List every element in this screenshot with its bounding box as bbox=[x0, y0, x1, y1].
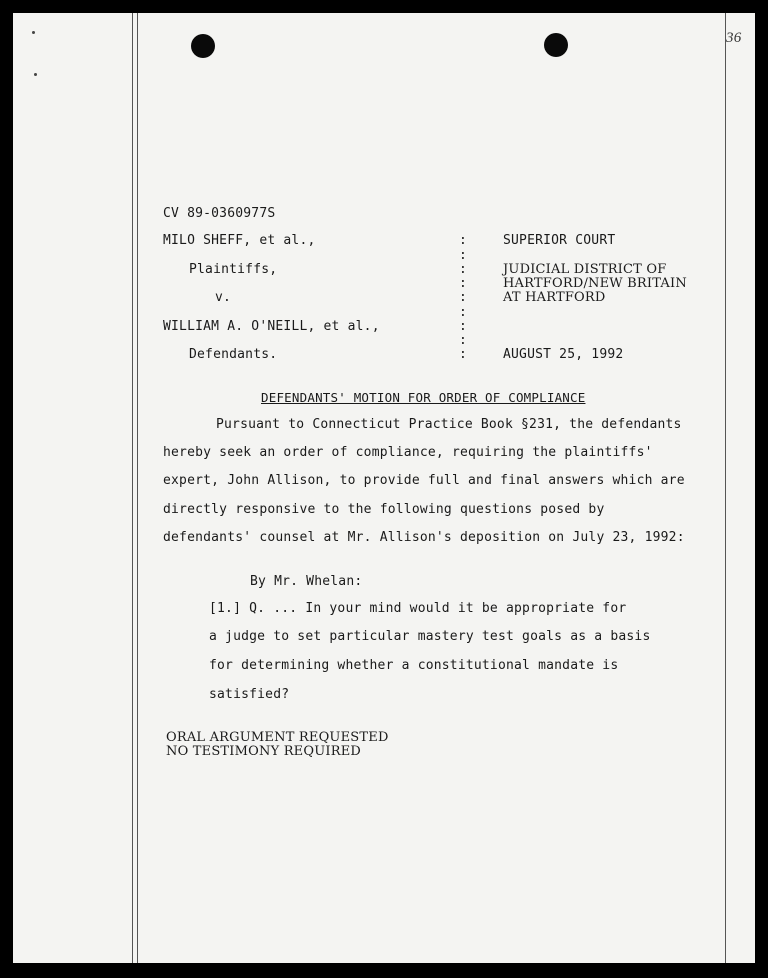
caption-colon: : bbox=[459, 347, 467, 362]
plaintiff-name: MILO SHEFF, et al., bbox=[163, 233, 316, 248]
body-line: hereby seek an order of compliance, requiring the plaintiffs' bbox=[163, 445, 653, 460]
caption-colon: : bbox=[459, 319, 467, 334]
footer-oral-argument: ORAL ARGUMENT REQUESTED bbox=[166, 730, 389, 745]
filing-date: AUGUST 25, 1992 bbox=[503, 347, 624, 362]
margin-rule-right bbox=[725, 13, 726, 963]
caption-colon: : bbox=[459, 276, 467, 291]
quote-line: a judge to set particular mastery test goals as a basis bbox=[209, 629, 651, 644]
quote-line: [1.] Q. ... In your mind would it be appropriate for bbox=[209, 601, 627, 616]
motion-title: DEFENDANTS' MOTION FOR ORDER OF COMPLIANCE bbox=[261, 390, 586, 405]
defendant-name: WILLIAM A. O'NEILL, et al., bbox=[163, 319, 380, 334]
margin-rule-left-2 bbox=[137, 13, 138, 963]
punch-hole-left bbox=[191, 34, 215, 58]
caption-colon: : bbox=[459, 233, 467, 248]
margin-rule-left-1 bbox=[132, 13, 133, 963]
body-line: Pursuant to Connecticut Practice Book §231, the defendants bbox=[216, 417, 682, 432]
speck-mark bbox=[32, 31, 35, 34]
body-line: directly responsive to the following questions posed by bbox=[163, 502, 605, 517]
footer-no-testimony: NO TESTIMONY REQUIRED bbox=[166, 744, 362, 759]
quote-intro: By Mr. Whelan: bbox=[250, 574, 363, 589]
versus-label: v. bbox=[215, 290, 232, 305]
page-number: 36 bbox=[726, 30, 742, 46]
quote-line: for determining whether a constitutional mandate is bbox=[209, 658, 619, 673]
quote-line: satisfied? bbox=[209, 687, 290, 702]
body-line: defendants' counsel at Mr. Allison's deposition on July 23, 1992: bbox=[163, 530, 685, 545]
plaintiffs-label: Plaintiffs, bbox=[189, 262, 278, 277]
body-line: expert, John Allison, to provide full and final answers which are bbox=[163, 473, 685, 488]
caption-colon: : bbox=[459, 262, 467, 277]
caption-colon: : bbox=[459, 305, 467, 320]
defendants-label: Defendants. bbox=[189, 347, 278, 362]
punch-hole-right bbox=[544, 33, 568, 57]
district-line-2: HARTFORD/NEW BRITAIN bbox=[503, 276, 687, 291]
speck-mark bbox=[34, 73, 37, 76]
case-number: CV 89-0360977S bbox=[163, 206, 276, 221]
caption-colon: : bbox=[459, 248, 467, 263]
caption-colon: : bbox=[459, 333, 467, 348]
district-line-1: JUDICIAL DISTRICT OF bbox=[503, 262, 667, 277]
court-name: SUPERIOR COURT bbox=[503, 233, 616, 248]
document-page bbox=[13, 13, 755, 963]
district-line-3: AT HARTFORD bbox=[503, 290, 606, 305]
caption-colon: : bbox=[459, 290, 467, 305]
